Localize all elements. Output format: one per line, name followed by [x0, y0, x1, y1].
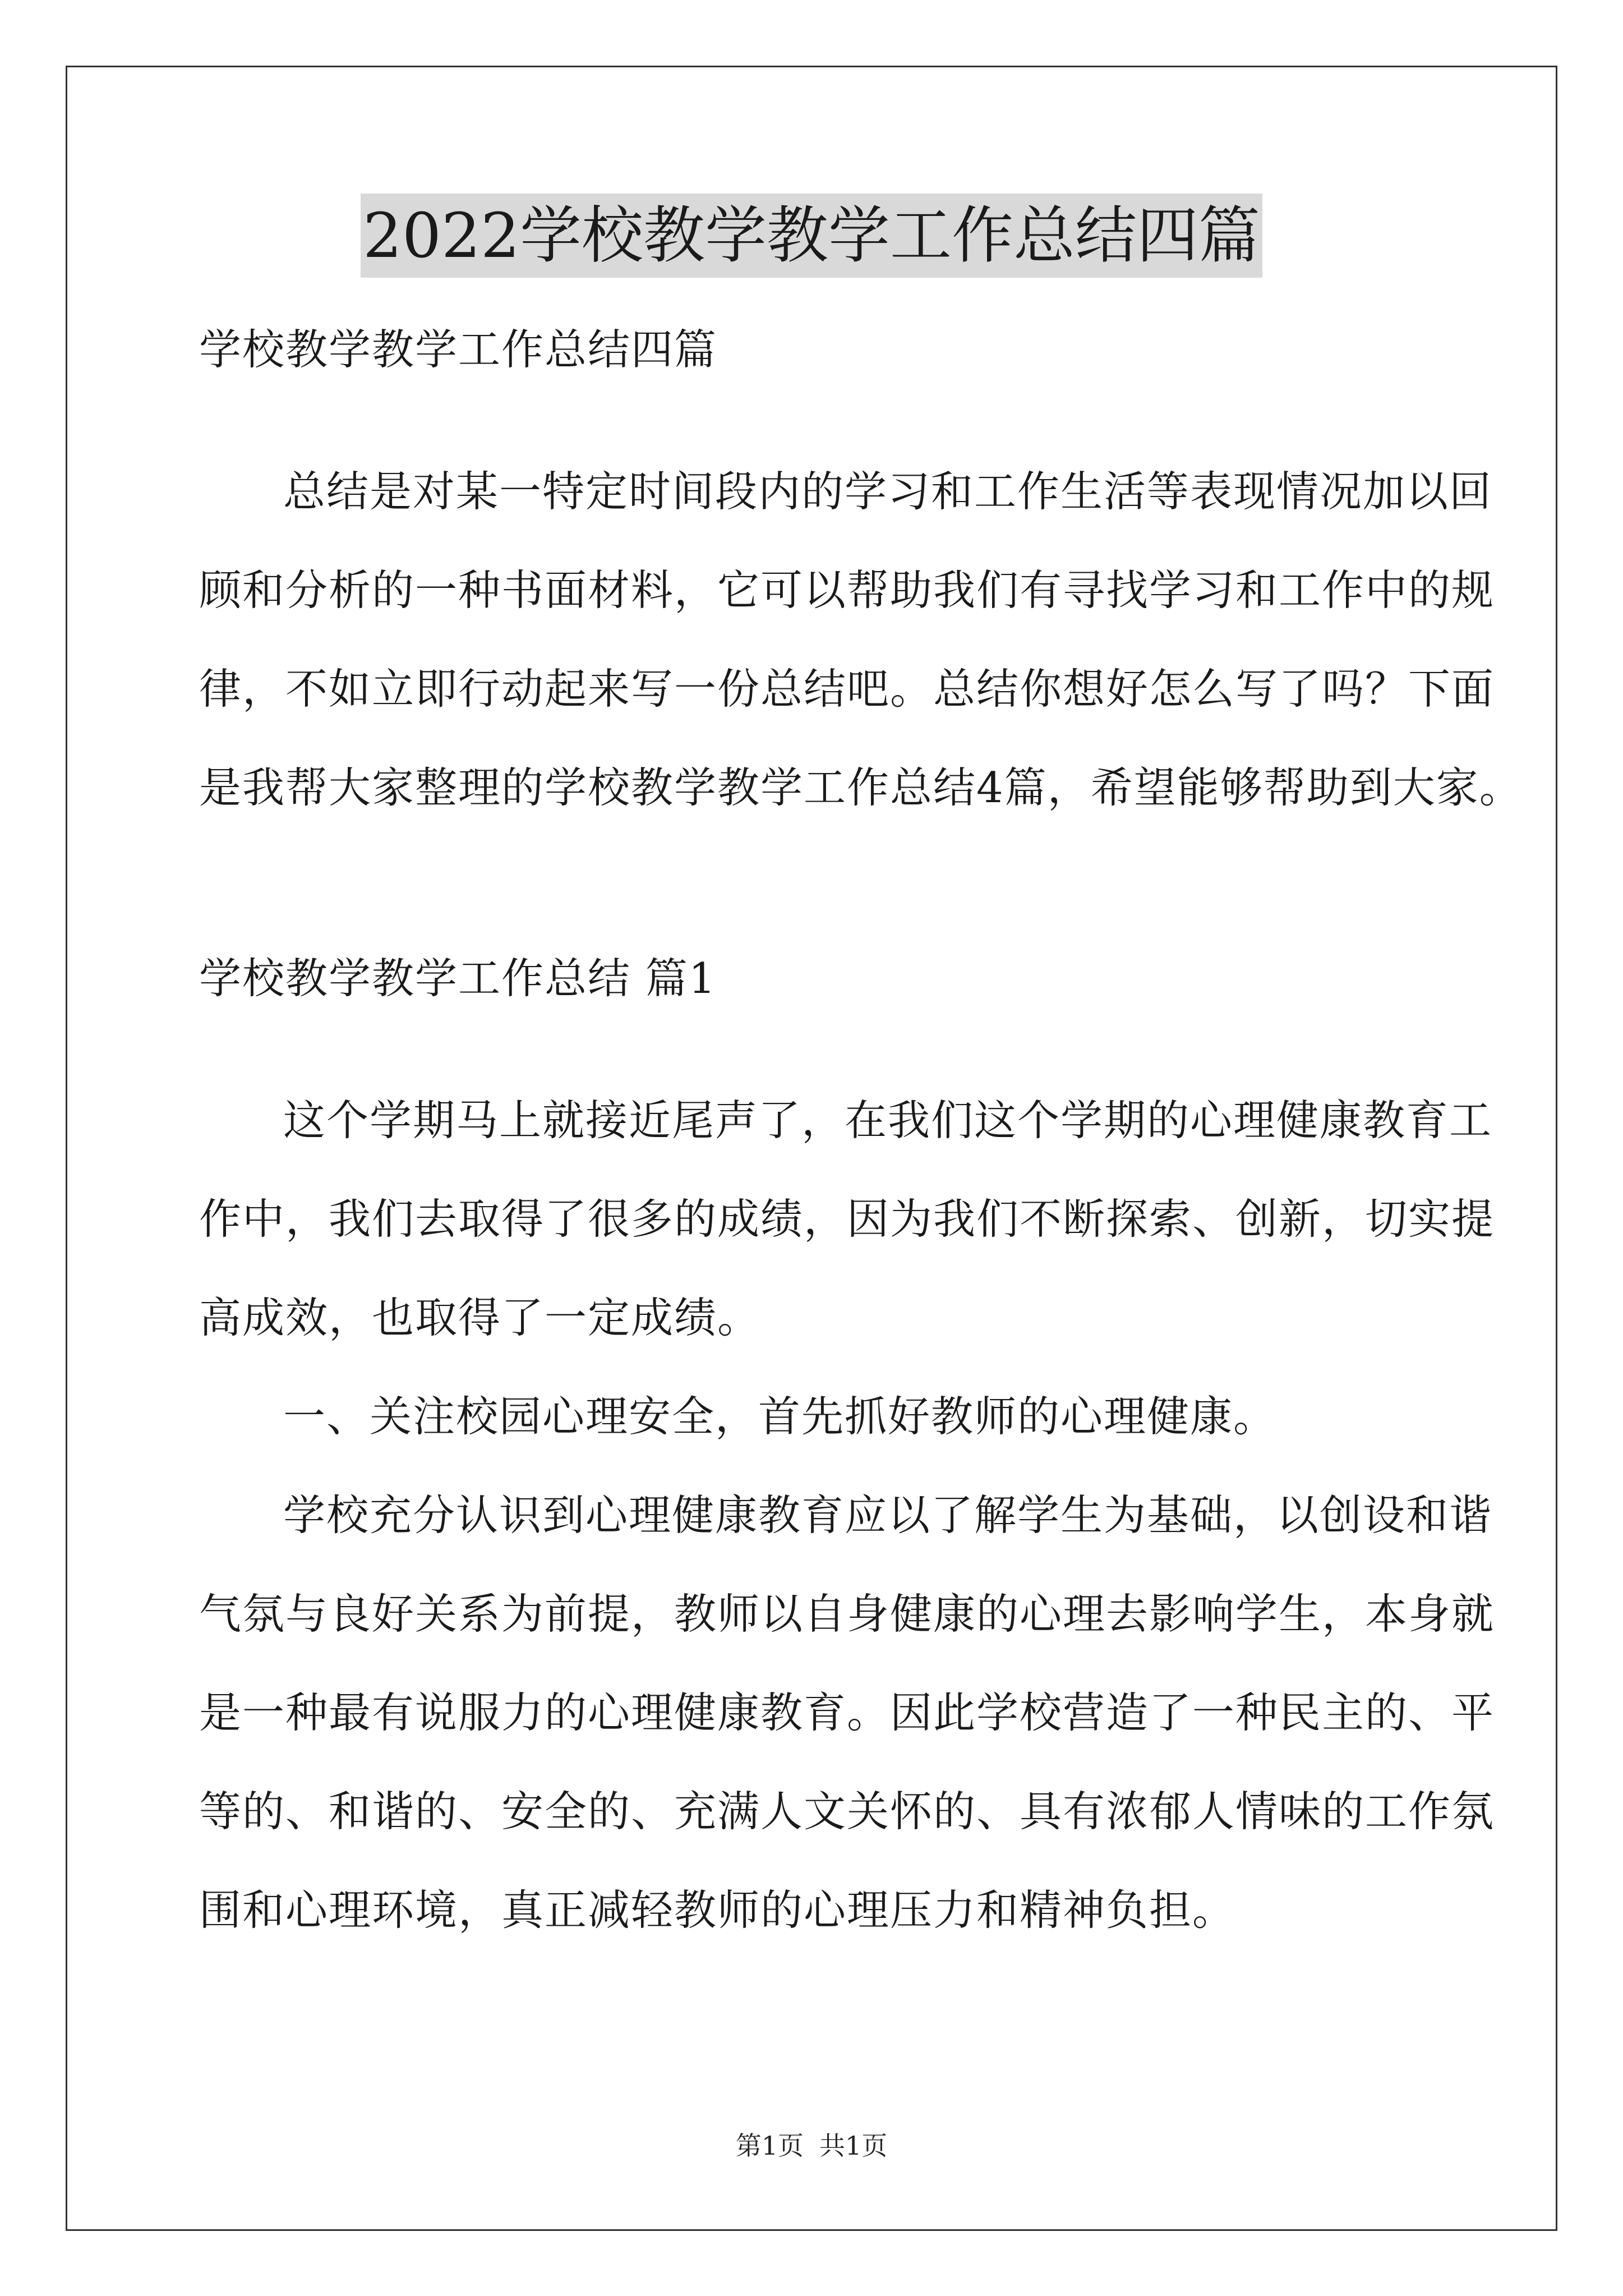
section1-point-1: 一、关注校园心理安全，首先抓好教师的心理健康。	[283, 1392, 1277, 1441]
intro-line-1: 总结是对某一特定时间段内的学习和工作生活等表现情况加以回	[283, 467, 1493, 516]
page-total: 共1页	[819, 2131, 888, 2161]
intro-line-4: 是我帮大家整理的学校教学教学工作总结4篇，希望能够帮助到大家。	[199, 763, 1523, 812]
page-footer	[0, 2129, 1623, 2162]
section1-para1-line-2: 作中，我们去取得了很多的成绩，因为我们不断探索、创新，切实提	[199, 1194, 1495, 1244]
document-title: 2022学校教学教学工作总结四篇	[361, 194, 1262, 278]
section-heading: 学校教学教学工作总结 篇1	[199, 954, 717, 1003]
section1-para2-line-1: 学校充分认识到心理健康教育应以了解学生为基础，以创设和谐	[283, 1490, 1493, 1540]
section1-para2-line-4: 等的、和谐的、安全的、充满人文关怀的、具有浓郁人情味的工作氛	[199, 1787, 1495, 1836]
intro-line-3: 律，不如立即行动起来写一份总结吧。总结你想好怎么写了吗？下面	[199, 664, 1495, 714]
section1-para2-line-3: 是一种最有说服力的心理健康教育。因此学校营造了一种民主的、平	[199, 1688, 1495, 1737]
subtitle: 学校教学教学工作总结四篇	[199, 325, 718, 374]
title-container	[0, 194, 1623, 278]
section1-para2-line-5: 围和心理环境，真正减轻教师的心理压力和精神负担。	[199, 1885, 1236, 1935]
page-number: 第1页	[735, 2131, 804, 2161]
section1-para1-line-1: 这个学期马上就接近尾声了，在我们这个学期的心理健康教育工	[283, 1096, 1493, 1145]
intro-line-2: 顾和分析的一种书面材料，它可以帮助我们有寻找学习和工作中的规	[199, 565, 1495, 615]
section1-para2-line-2: 气氛与良好关系为前提，教师以自身健康的心理去影响学生，本身就	[199, 1589, 1495, 1639]
section1-para1-line-3: 高成效，也取得了一定成绩。	[199, 1293, 761, 1342]
